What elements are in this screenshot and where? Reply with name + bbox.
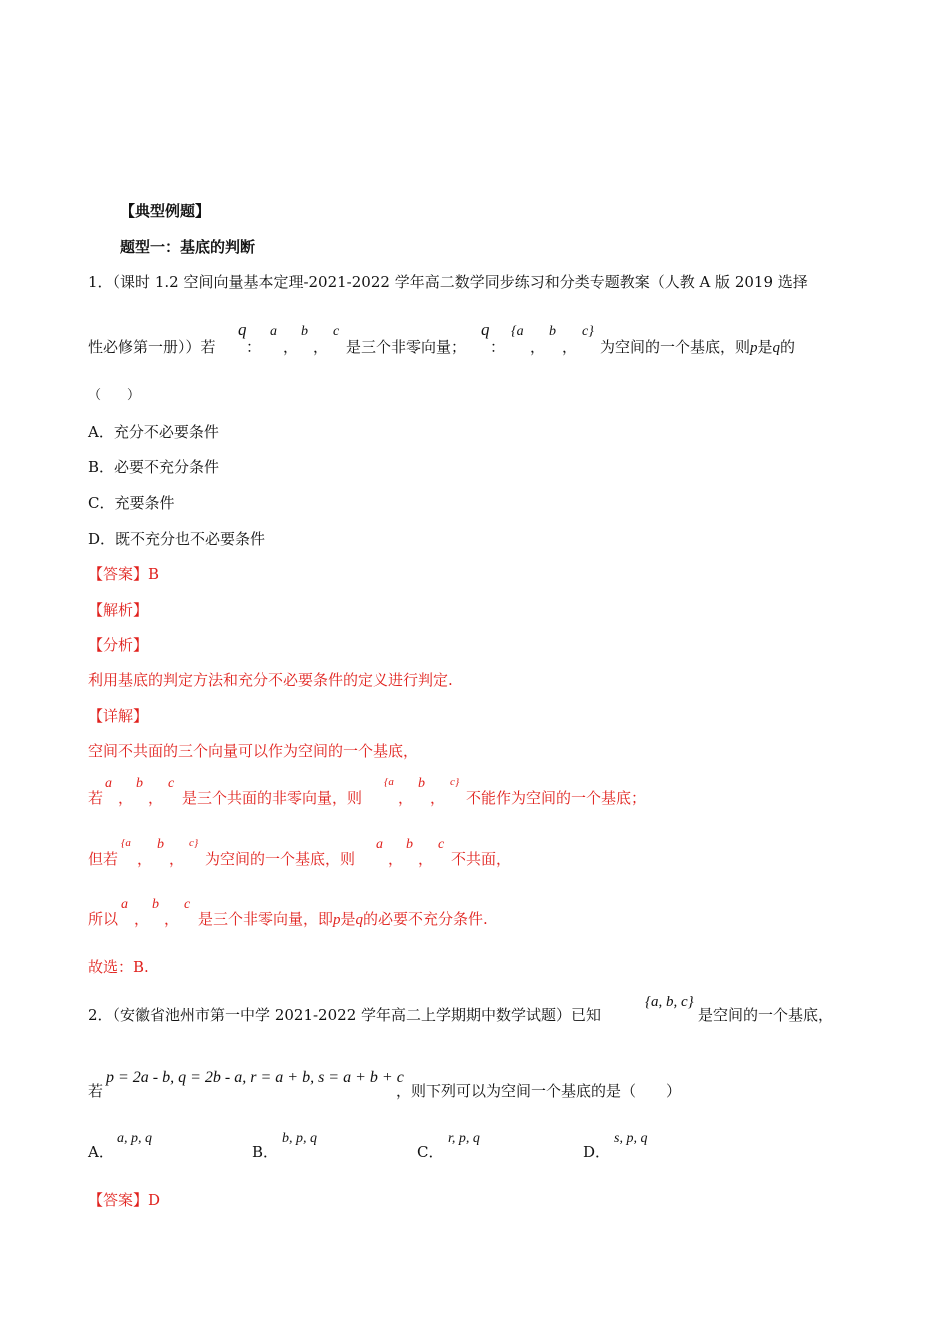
- detail3-vec-b: b: [157, 837, 164, 852]
- q1-number: 1．: [88, 273, 113, 291]
- q1-q-symbol: q: [238, 320, 247, 339]
- q2-formula: p = 2a - b, q = 2b - a, r = a + b, s = a + b + c: [106, 1069, 404, 1086]
- q1-detail-4: [198, 909, 488, 930]
- q2-number: 2．: [88, 1006, 113, 1024]
- q2-option-c-label: C．: [417, 1143, 444, 1161]
- q2-basis: {a, b, c}: [645, 994, 694, 1010]
- q1-tail: [600, 337, 795, 358]
- q1-fenxi-label: 【分析】: [88, 636, 149, 654]
- detail4-vec-a: a: [121, 897, 128, 912]
- q1-option-c: C．充要条件: [88, 494, 175, 512]
- detail2-comma: ，: [118, 789, 134, 807]
- q1-detail-2-tail: 不能作为空间的一个基底；: [466, 789, 647, 807]
- detail3-comma: ，: [418, 850, 434, 868]
- q1-detail-4-prefix: 所以: [88, 910, 119, 928]
- q1-vec-c-brace: c}: [582, 324, 594, 339]
- detail4-comma: ，: [164, 910, 180, 928]
- q1-detail-3-tail: 不共面，: [451, 850, 512, 868]
- q2-line2-tail: ，则下列可以为空间一个基底的是（ ）: [396, 1082, 682, 1100]
- detail3-vec-c-brace: c}: [189, 837, 199, 849]
- detail3-vec-a-brace: {a: [121, 837, 131, 849]
- q2-source-tail: 是空间的一个基底，: [698, 1006, 834, 1024]
- q1-stem-line2: [88, 337, 216, 357]
- q1-detail-4-p: p: [333, 912, 341, 928]
- q2-option-c-vec: r, p, q: [448, 1131, 480, 1146]
- detail2-comma: ，: [398, 789, 414, 807]
- q1-detail-4-tail: 的必要不充分条件.: [363, 910, 488, 928]
- q1-vec-a-brace: {a: [511, 324, 524, 339]
- detail4-vec-c: c: [184, 897, 191, 912]
- q1-q: q: [772, 340, 781, 356]
- detail2-vec-a: a: [105, 776, 112, 791]
- q1-vec-b: b: [549, 324, 556, 339]
- q1-source-cont: 性必修第一册））若: [88, 338, 216, 356]
- q1-comma: ，: [313, 338, 329, 356]
- detail2-comma: ，: [430, 789, 446, 807]
- q1-tail-text: 为空间的一个基底，则: [600, 338, 751, 356]
- detail3-vec-b: b: [406, 837, 413, 852]
- q1-answer-paren: （ ）: [88, 388, 141, 403]
- q1-answer: 【答案】B: [88, 565, 160, 583]
- q2-option-d-label: D．: [583, 1143, 611, 1161]
- detail4-comma: ，: [134, 910, 150, 928]
- q2-option-b-vec: b, p, q: [282, 1131, 317, 1146]
- detail3-vec-c: c: [438, 837, 445, 852]
- q1-detail-4-is: 是: [340, 910, 356, 928]
- q1-detail-1: 空间不共面的三个向量可以作为空间的一个基底，: [88, 742, 419, 760]
- detail2-vec-a-brace: {a: [384, 776, 394, 788]
- detail3-comma: ，: [388, 850, 404, 868]
- q2-answer: 【答案】D: [88, 1191, 161, 1209]
- q1-option-d: D．既不充分也不必要条件: [88, 530, 266, 548]
- q1-comma: ，: [530, 338, 546, 356]
- detail3-comma: ，: [169, 850, 185, 868]
- q2-option-b-label: B．: [252, 1143, 279, 1161]
- q1-detail-3-prefix: 但若: [88, 850, 119, 868]
- q1-detail-3-mid: 为空间的一个基底，则: [205, 850, 356, 868]
- q1-option-b: B．必要不充分条件: [88, 458, 220, 476]
- q1-source: （课时 1.2 空间向量基本定理-2021-2022 学年高二数学同步练习和分类专题教案（人教 A 版 2019 选择: [112, 273, 808, 291]
- q1-analysis-label: 【解析】: [88, 601, 149, 619]
- q2-option-a-label: A．: [88, 1143, 114, 1161]
- q1-detail-label: 【详解】: [88, 707, 149, 725]
- section-heading: 【典型例题】: [120, 202, 211, 220]
- q1-colon: ：: [490, 338, 506, 356]
- q1-vec-c: c: [333, 324, 340, 339]
- q1-detail-4-q: q: [355, 912, 364, 928]
- detail2-comma: ，: [148, 789, 164, 807]
- q2-line2-prefix: 若: [88, 1082, 104, 1100]
- q1-detail-2-prefix: 若: [88, 789, 104, 807]
- q1-q-symbol: q: [481, 320, 490, 339]
- q1-vec-a: a: [270, 324, 277, 339]
- q2-source-line1: [88, 1005, 601, 1025]
- q1-detail-2-mid: 是三个共面的非零向量，则: [182, 789, 363, 807]
- detail3-comma: ，: [137, 850, 153, 868]
- q1-choose: 故选：B.: [88, 958, 149, 976]
- q1-vec-b: b: [301, 324, 308, 339]
- section-subheading: 题型一：基底的判断: [120, 238, 256, 256]
- q1-comma: ，: [562, 338, 578, 356]
- detail2-vec-c: c: [168, 776, 175, 791]
- detail2-vec-b: b: [136, 776, 143, 791]
- q2-source: （安徽省池州市第一中学 2021-2022 学年高二上学期期中数学试题）已知: [112, 1006, 602, 1024]
- q1-colon: ：: [246, 338, 262, 356]
- detail2-vec-b: b: [418, 776, 425, 791]
- q2-option-a-vec: a, p, q: [117, 1131, 152, 1146]
- detail3-vec-a: a: [376, 837, 383, 852]
- q1-comma: ，: [283, 338, 299, 356]
- q1-p: p: [750, 340, 758, 356]
- q1-mid-text: 是三个非零向量；: [346, 338, 467, 356]
- q1-source-line1: [88, 272, 808, 292]
- q1-option-a: A．充分不必要条件: [88, 423, 219, 441]
- q1-detail-4-mid: 是三个非零向量，即: [198, 910, 334, 928]
- q1-is: 是: [757, 338, 773, 356]
- detail4-vec-b: b: [152, 897, 159, 912]
- detail2-vec-c-brace: c}: [450, 776, 460, 788]
- q1-fenxi-text: 利用基底的判定方法和充分不必要条件的定义进行判定.: [88, 671, 453, 689]
- q1-de: 的: [780, 338, 796, 356]
- q2-option-d-vec: s, p, q: [614, 1131, 648, 1146]
